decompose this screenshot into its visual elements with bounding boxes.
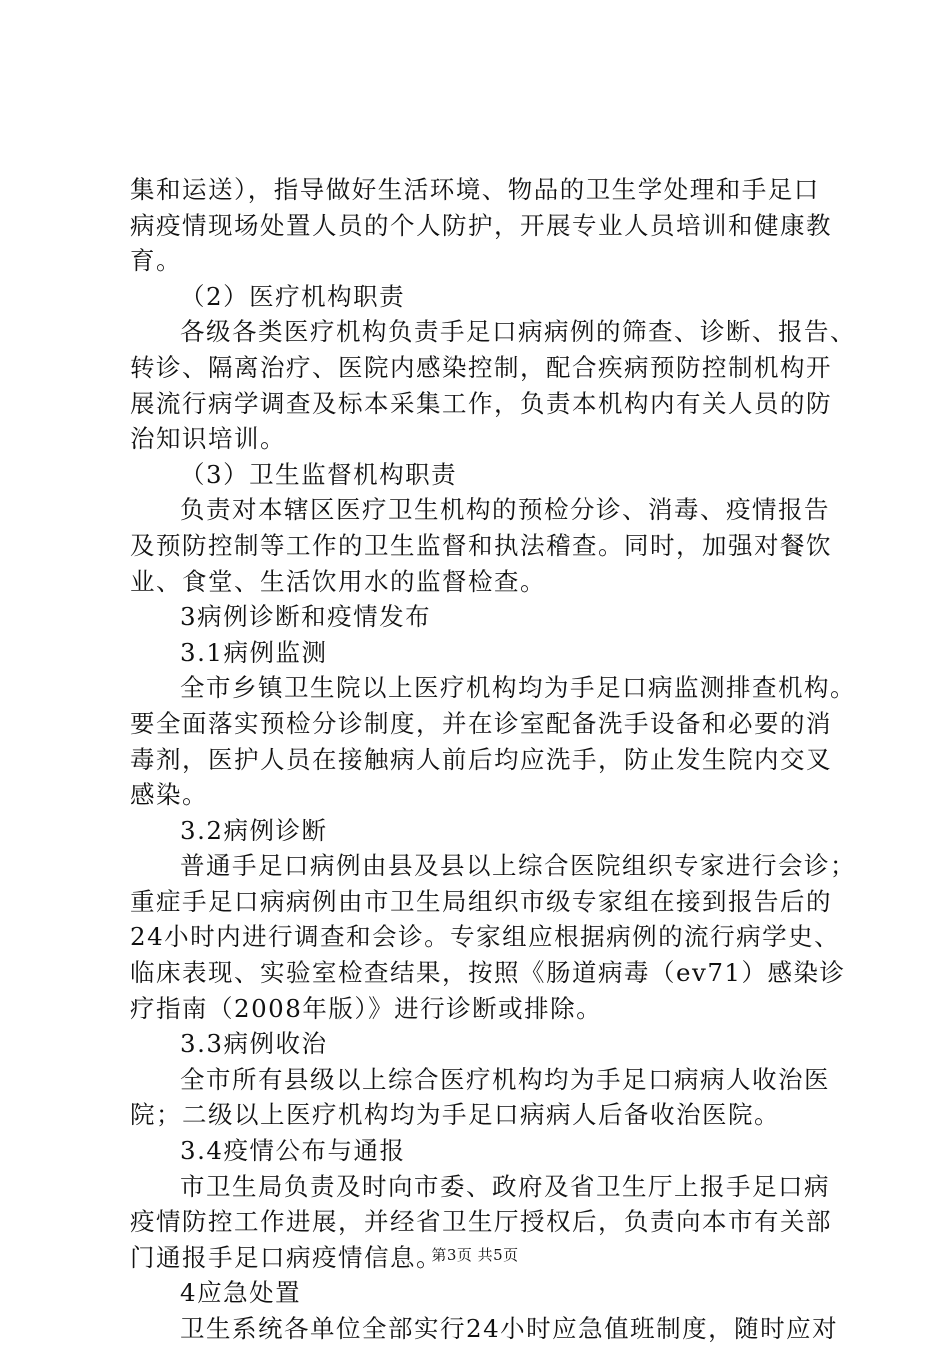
section-heading: 3.3病例收治 xyxy=(180,1029,328,1059)
section-heading: 3病例诊断和疫情发布 xyxy=(180,602,432,632)
text-line: 全市乡镇卫生院以上医疗机构均为手足口病监测排查机构。 xyxy=(180,673,856,703)
section-heading: 3.1病例监测 xyxy=(180,637,328,667)
text-line: 普通手足口病例由县及县以上综合医院组织专家进行会诊； xyxy=(180,851,856,881)
text-line: 业、食堂、生活饮用水的监督检查。 xyxy=(130,566,546,596)
text-line: 毒剂，医护人员在接触病人前后均应洗手，防止发生院内交叉 xyxy=(130,744,832,774)
text-line: 24小时内进行调查和会诊。专家组应根据病例的流行病学史、 xyxy=(130,922,841,952)
text-line: 各级各类医疗机构负责手足口病病例的筛查、诊断、报告、 xyxy=(180,317,856,347)
text-line: 门通报手足口病疫情信息。 xyxy=(130,1242,442,1272)
text-line: 病疫情现场处置人员的个人防护，开展专业人员培训和健康教 xyxy=(130,210,832,240)
section-heading: （3）卫生监督机构职责 xyxy=(180,459,458,489)
text-line: 疗指南（2008年版）》进行诊断或排除。 xyxy=(130,993,603,1023)
text-line: 全市所有县级以上综合医疗机构均为手足口病病人收治医 xyxy=(180,1064,830,1094)
text-line: 卫生系统各单位全部实行24小时应急值班制度，随时应对 xyxy=(180,1314,839,1343)
text-line: 疫情防控工作进展，并经省卫生厅授权后，负责向本市有关部 xyxy=(130,1207,832,1237)
text-line: 治知识培训。 xyxy=(130,424,286,454)
text-line: 临床表现、实验室检查结果，按照《肠道病毒（ev71）感染诊 xyxy=(130,958,846,988)
text-line: 负责对本辖区医疗卫生机构的预检分诊、消毒、疫情报告 xyxy=(180,495,830,525)
text-line: 集和运送），指导做好生活环境、物品的卫生学处理和手足口 xyxy=(130,175,820,204)
text-line: 重症手足口病病例由市卫生局组织市级专家组在接到报告后的 xyxy=(130,886,832,916)
text-line: 展流行病学调查及标本采集工作，负责本机构内有关人员的防 xyxy=(130,388,832,418)
page-number-footer: 第3页 共5页 xyxy=(431,1246,519,1264)
text-line: 市卫生局负责及时向市委、政府及省卫生厅上报手足口病 xyxy=(180,1171,830,1201)
section-heading: 3.2病例诊断 xyxy=(180,815,328,845)
text-line: 育。 xyxy=(130,246,182,276)
section-heading: 3.4疫情公布与通报 xyxy=(180,1136,406,1166)
document-body xyxy=(130,172,856,1347)
text-line: 要全面落实预检分诊制度，并在诊室配备洗手设备和必要的消 xyxy=(130,708,832,738)
text-line: 及预防控制等工作的卫生监督和执法稽查。同时，加强对餐饮 xyxy=(130,530,832,560)
text-line: 感染。 xyxy=(130,780,208,810)
text-line: 院；二级以上医疗机构均为手足口病病人后备收治医院。 xyxy=(130,1100,780,1130)
text-line: 转诊、隔离治疗、医院内感染控制，配合疾病预防控制机构开 xyxy=(130,352,832,382)
section-heading: （2）医疗机构职责 xyxy=(180,281,406,311)
section-heading: 4应急处置 xyxy=(180,1278,302,1308)
